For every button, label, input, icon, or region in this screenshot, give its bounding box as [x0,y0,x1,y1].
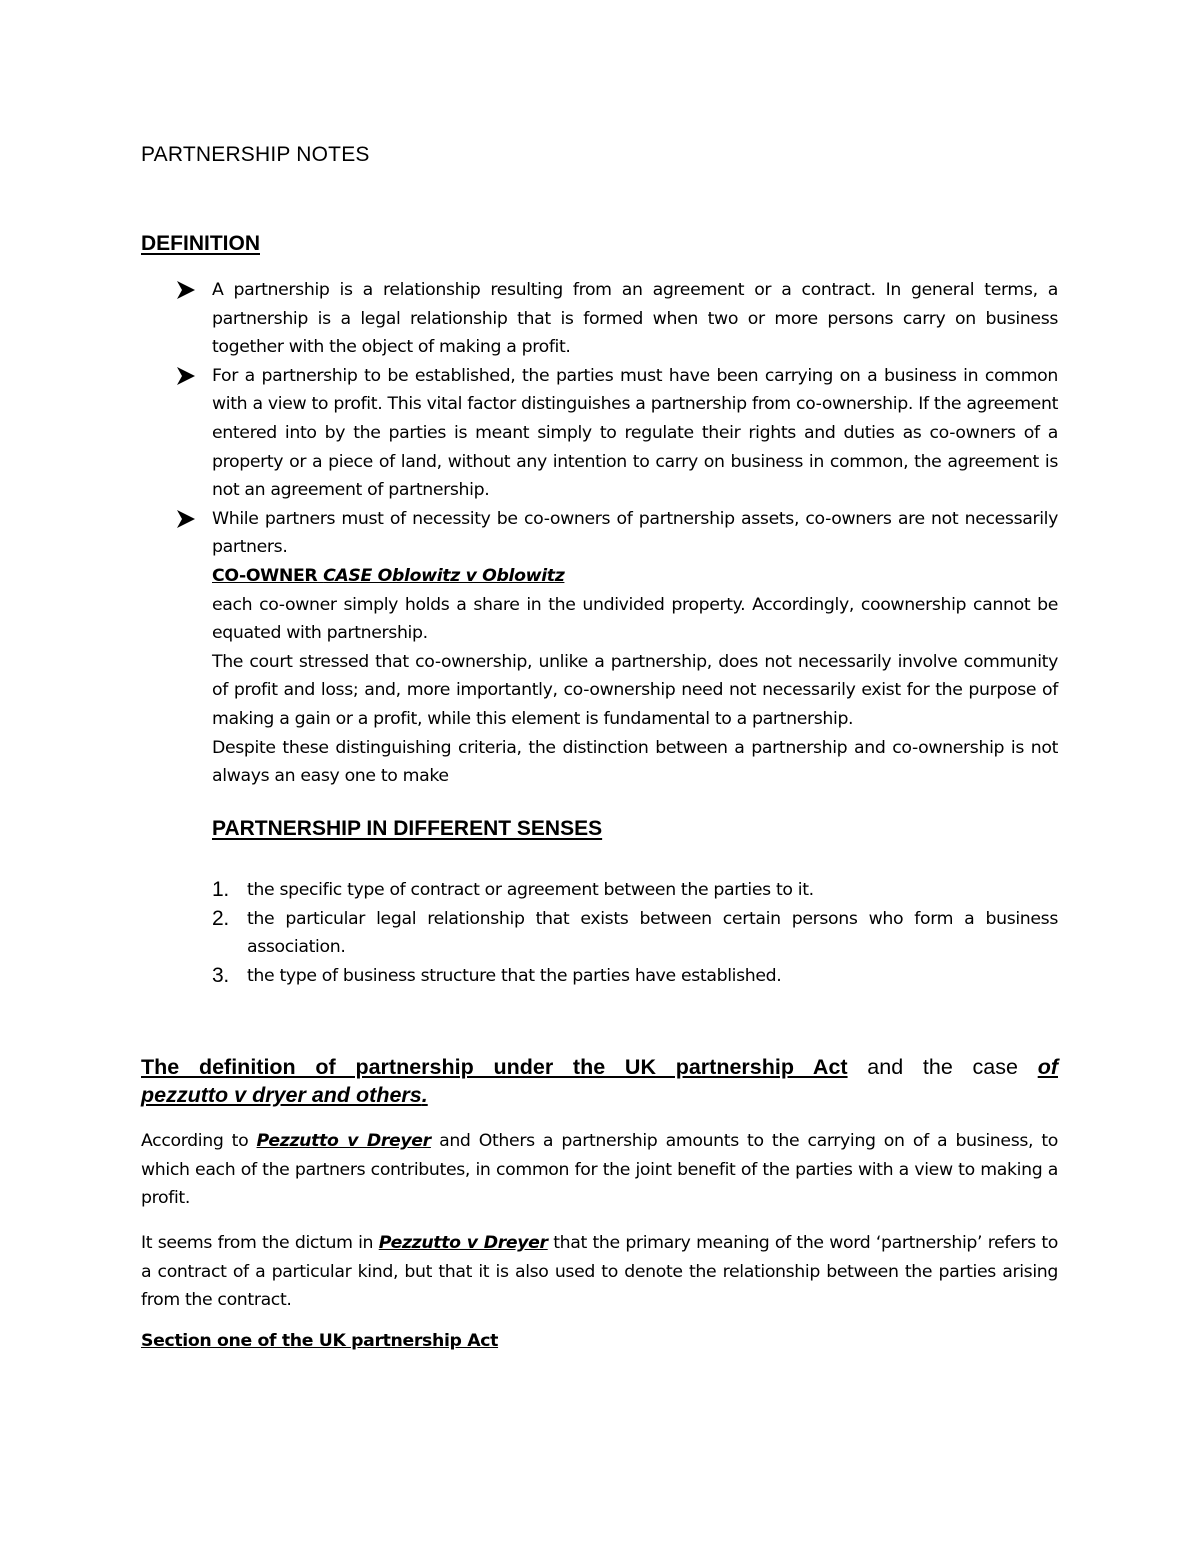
senses-numbered-list [212,876,1058,990]
paragraph: It seems from the dictum in Pezzutto v Dreyer that the primary meaning of the word ‘partnership’ refers to a contract of a particular kind, but that it is also used to denote the relationship between the parties arising from the contract. [141,1233,1058,1311]
case-paragraph: each co-owner simply holds a share in the undivided property. Accordingly, coownership cannot be equated with partnership. [212,594,1058,644]
bullet-text: For a partnership to be established, the parties must have been carrying on a business in common with a view to profit. This vital factor distinguishes a partnership from co-ownership. If the agreement entered into by the parties is meant simply to regulate their rights and duties as co-owners of a property or a piece of land, without any intention to carry on business in common, the agreement is not an agreement of partnership. [212,365,1058,501]
case-heading: CO-OWNER CASE Oblowitz v Oblowitz [212,566,565,586]
list-number: 3. [212,963,229,987]
arrowhead-bullet-icon [176,509,196,529]
bullet-item [176,505,1058,562]
bullet-item [176,276,1058,362]
bullet-item [176,362,1058,505]
arrowhead-bullet-icon [176,280,196,300]
uk-act-heading-line2: pezzutto v dryer and others. [141,1083,428,1107]
paragraph: According to Pezzutto v Dreyer and Others a partnership amounts to the carrying on of a business, to which each of the partners contributes, in common for the joint benefit of the parties with a view to making a profit. [141,1131,1059,1209]
case-block [212,562,1058,791]
senses-heading: PARTNERSHIP IN DIFFERENT SENSES [212,817,603,840]
document-title: PARTNERSHIP NOTES [141,143,370,166]
bullet-text: A partnership is a relationship resulting from an agreement or a contract. In general terms, a partnership is a legal relationship that is formed when two or more persons carry on business together with the object of making a profit. [212,280,1058,358]
list-item [212,962,1058,991]
arrowhead-bullet-icon [176,366,196,386]
list-text: the specific type of contract or agreement between the parties to it. [247,880,814,900]
section-heading: Section one of the UK partnership Act [141,1331,499,1351]
case-paragraph: The court stressed that co-ownership, unlike a partnership, does not necessarily involve community of profit and loss; and, more importantly, co-ownership need not necessarily exist for the purpose of making a gain or a profit, while this element is fundamental to a partnership. [212,651,1058,729]
uk-act-heading: The definition of partnership under the UK partnership Act and the case of [141,1055,1058,1079]
list-number: 2. [212,906,229,930]
case-paragraph: Despite these distinguishing criteria, the distinction between a partnership and co-ownership is not always an easy one to make [212,737,1058,787]
list-item [212,876,1058,905]
definition-heading: DEFINITION [141,232,260,255]
definition-bullet-list [176,276,1058,562]
list-text: the type of business structure that the parties have established. [247,965,782,986]
bullet-text: While partners must of necessity be co-owners of partnership assets, co-owners are not necessarily partners. [212,508,1058,558]
case-reference: Pezzutto v Dreyer [378,1233,548,1253]
list-text: the particular legal relationship that exists between certain persons who form a business association. [247,908,1058,958]
case-reference: Pezzutto v Dreyer [256,1131,431,1151]
list-item [212,905,1058,962]
list-number: 1. [212,878,229,901]
